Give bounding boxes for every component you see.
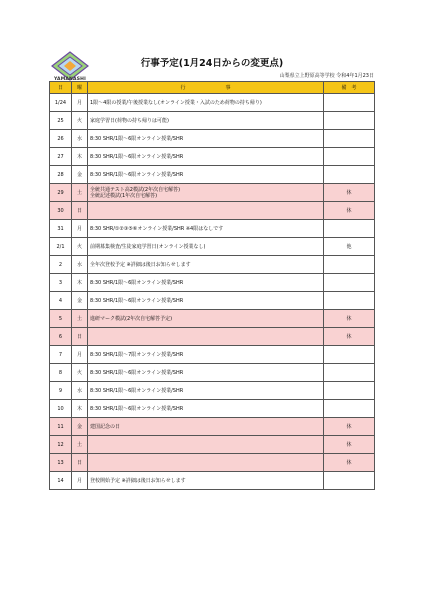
table-row bbox=[50, 184, 375, 202]
row-date: 1/24 bbox=[50, 94, 72, 112]
table-row bbox=[50, 436, 375, 454]
row-note bbox=[324, 166, 375, 184]
row-day-of-week: 日 bbox=[72, 202, 88, 220]
event-line: 8:30 SHR/1限～6限オンライン授業/SHR bbox=[90, 405, 184, 412]
row-date: 4 bbox=[50, 292, 72, 310]
row-day-of-week: 日 bbox=[72, 328, 88, 346]
row-note: 休 bbox=[324, 184, 375, 202]
event-line: 登校開始予定 ※詳細は後日お知らせします bbox=[90, 477, 186, 484]
row-note bbox=[324, 382, 375, 400]
row-event bbox=[88, 400, 324, 418]
school-date-line: 山梨県立上野原高等学校 令和4年1月23日 bbox=[279, 73, 374, 79]
row-day-of-week: 木 bbox=[72, 400, 88, 418]
row-note bbox=[324, 400, 375, 418]
row-event bbox=[88, 454, 324, 472]
table-row bbox=[50, 166, 375, 184]
row-day-of-week: 木 bbox=[72, 274, 88, 292]
row-event bbox=[88, 328, 324, 346]
event-line: 8:30 SHR/1限～7限オンライン授業/SHR bbox=[90, 351, 184, 358]
row-event bbox=[88, 238, 324, 256]
row-date: 8 bbox=[50, 364, 72, 382]
row-note bbox=[324, 346, 375, 364]
row-day-of-week: 木 bbox=[72, 148, 88, 166]
row-event bbox=[88, 346, 324, 364]
row-event bbox=[88, 166, 324, 184]
row-date: 2/1 bbox=[50, 238, 72, 256]
row-date: 2 bbox=[50, 256, 72, 274]
table-row bbox=[50, 454, 375, 472]
event-line: 8:30 SHR/1限～6限オンライン授業/SHR bbox=[90, 387, 184, 394]
row-date: 13 bbox=[50, 454, 72, 472]
row-note: 休 bbox=[324, 328, 375, 346]
row-note bbox=[324, 130, 375, 148]
row-day-of-week: 火 bbox=[72, 238, 88, 256]
row-date: 14 bbox=[50, 472, 72, 490]
row-note bbox=[324, 292, 375, 310]
row-event bbox=[88, 472, 324, 490]
row-date: 12 bbox=[50, 436, 72, 454]
row-note bbox=[324, 256, 375, 274]
col-dow-header: 曜 bbox=[72, 82, 88, 94]
row-day-of-week: 火 bbox=[72, 364, 88, 382]
row-event bbox=[88, 184, 324, 202]
row-date: 28 bbox=[50, 166, 72, 184]
event-line: 8:30 SHR/1限～6限オンライン授業/SHR bbox=[90, 279, 184, 286]
table-row bbox=[50, 328, 375, 346]
row-day-of-week: 月 bbox=[72, 220, 88, 238]
row-day-of-week: 金 bbox=[72, 292, 88, 310]
row-date: 27 bbox=[50, 148, 72, 166]
row-note bbox=[324, 274, 375, 292]
table-row bbox=[50, 238, 375, 256]
row-day-of-week: 水 bbox=[72, 382, 88, 400]
event-line: 全年次登校予定 ※詳細は後日お知らせします bbox=[90, 261, 191, 268]
row-date: 5 bbox=[50, 310, 72, 328]
row-event bbox=[88, 418, 324, 436]
row-event bbox=[88, 292, 324, 310]
row-date: 7 bbox=[50, 346, 72, 364]
row-date: 6 bbox=[50, 328, 72, 346]
row-event bbox=[88, 202, 324, 220]
table-row bbox=[50, 220, 375, 238]
logo-text: YAMANASHI bbox=[53, 77, 86, 82]
page-title: 行事予定(1月24日からの変更点) bbox=[140, 58, 284, 69]
event-line: 8:30 SHR/1限～6限オンライン授業/SHR bbox=[90, 135, 184, 142]
row-day-of-week: 水 bbox=[72, 130, 88, 148]
row-day-of-week: 火 bbox=[72, 112, 88, 130]
event-line: 8:30 SHR/1限～6限オンライン授業/SHR bbox=[90, 171, 184, 178]
table-row bbox=[50, 130, 375, 148]
row-event bbox=[88, 112, 324, 130]
row-event bbox=[88, 130, 324, 148]
row-date: 9 bbox=[50, 382, 72, 400]
row-note bbox=[324, 94, 375, 112]
table-row bbox=[50, 382, 375, 400]
table-row bbox=[50, 274, 375, 292]
row-date: 3 bbox=[50, 274, 72, 292]
schedule-table bbox=[49, 81, 375, 490]
table-row bbox=[50, 472, 375, 490]
row-date: 11 bbox=[50, 418, 72, 436]
row-day-of-week: 土 bbox=[72, 310, 88, 328]
row-note: 休 bbox=[324, 436, 375, 454]
row-note: 他 bbox=[324, 238, 375, 256]
row-event bbox=[88, 94, 324, 112]
row-day-of-week: 水 bbox=[72, 256, 88, 274]
row-date: 31 bbox=[50, 220, 72, 238]
row-day-of-week: 日 bbox=[72, 454, 88, 472]
row-note bbox=[324, 148, 375, 166]
row-day-of-week: 金 bbox=[72, 418, 88, 436]
table-row bbox=[50, 346, 375, 364]
table-row bbox=[50, 400, 375, 418]
row-day-of-week: 金 bbox=[72, 166, 88, 184]
event-line: 8:30 SHR/1限～6限オンライン授業/SHR bbox=[90, 153, 184, 160]
row-note: 休 bbox=[324, 418, 375, 436]
row-event bbox=[88, 382, 324, 400]
event-line: 全統共通テスト高2模試(2年次自宅解答) bbox=[90, 186, 181, 193]
row-date: 25 bbox=[50, 112, 72, 130]
row-note bbox=[324, 472, 375, 490]
row-date: 10 bbox=[50, 400, 72, 418]
col-event-header: 行 事 bbox=[88, 82, 324, 94]
event-line: 建国記念の日 bbox=[90, 423, 121, 430]
row-note bbox=[324, 112, 375, 130]
table-row bbox=[50, 418, 375, 436]
row-event bbox=[88, 310, 324, 328]
event-line: 家庭学習日(荷物の持ち帰りは可能) bbox=[90, 117, 169, 124]
table-row bbox=[50, 364, 375, 382]
event-line: 全統記述模試(1年次自宅解答) bbox=[90, 192, 158, 199]
table-header-row bbox=[50, 82, 375, 94]
table-row bbox=[50, 292, 375, 310]
event-line: 8:30 SHR/1限～6限オンライン授業/SHR bbox=[90, 369, 184, 376]
row-event bbox=[88, 148, 324, 166]
row-date: 26 bbox=[50, 130, 72, 148]
table-row bbox=[50, 148, 375, 166]
row-day-of-week: 月 bbox=[72, 94, 88, 112]
row-note: 休 bbox=[324, 202, 375, 220]
col-date-header: 日 bbox=[50, 82, 72, 94]
event-line: 8:30 SHR/1限～6限オンライン授業/SHR bbox=[90, 297, 184, 304]
table-row bbox=[50, 202, 375, 220]
row-event bbox=[88, 274, 324, 292]
col-note-header: 備 考 bbox=[324, 82, 375, 94]
row-event bbox=[88, 220, 324, 238]
row-date: 30 bbox=[50, 202, 72, 220]
event-line: 進研マーク模試(2年次自宅解答予定) bbox=[90, 315, 173, 322]
table-row bbox=[50, 94, 375, 112]
table-row bbox=[50, 112, 375, 130]
row-note: 休 bbox=[324, 310, 375, 328]
row-date: 29 bbox=[50, 184, 72, 202]
event-line: 前期募集検査/生徒家庭学習日(オンライン授業なし) bbox=[90, 243, 206, 250]
table-row bbox=[50, 310, 375, 328]
event-line: 8:30 SHR/①②③⑤⑥オンライン授業/SHR ※4限はなしです bbox=[90, 225, 224, 232]
row-day-of-week: 月 bbox=[72, 346, 88, 364]
row-note bbox=[324, 220, 375, 238]
row-note bbox=[324, 364, 375, 382]
row-event bbox=[88, 436, 324, 454]
row-day-of-week: 土 bbox=[72, 436, 88, 454]
row-event bbox=[88, 256, 324, 274]
row-note: 休 bbox=[324, 454, 375, 472]
event-line: 1限～4限の授業/午後授業なし(オンライン授業・入試のため荷物の持ち帰り) bbox=[90, 99, 262, 106]
row-event bbox=[88, 364, 324, 382]
table-row bbox=[50, 256, 375, 274]
row-day-of-week: 土 bbox=[72, 184, 88, 202]
row-day-of-week: 月 bbox=[72, 472, 88, 490]
